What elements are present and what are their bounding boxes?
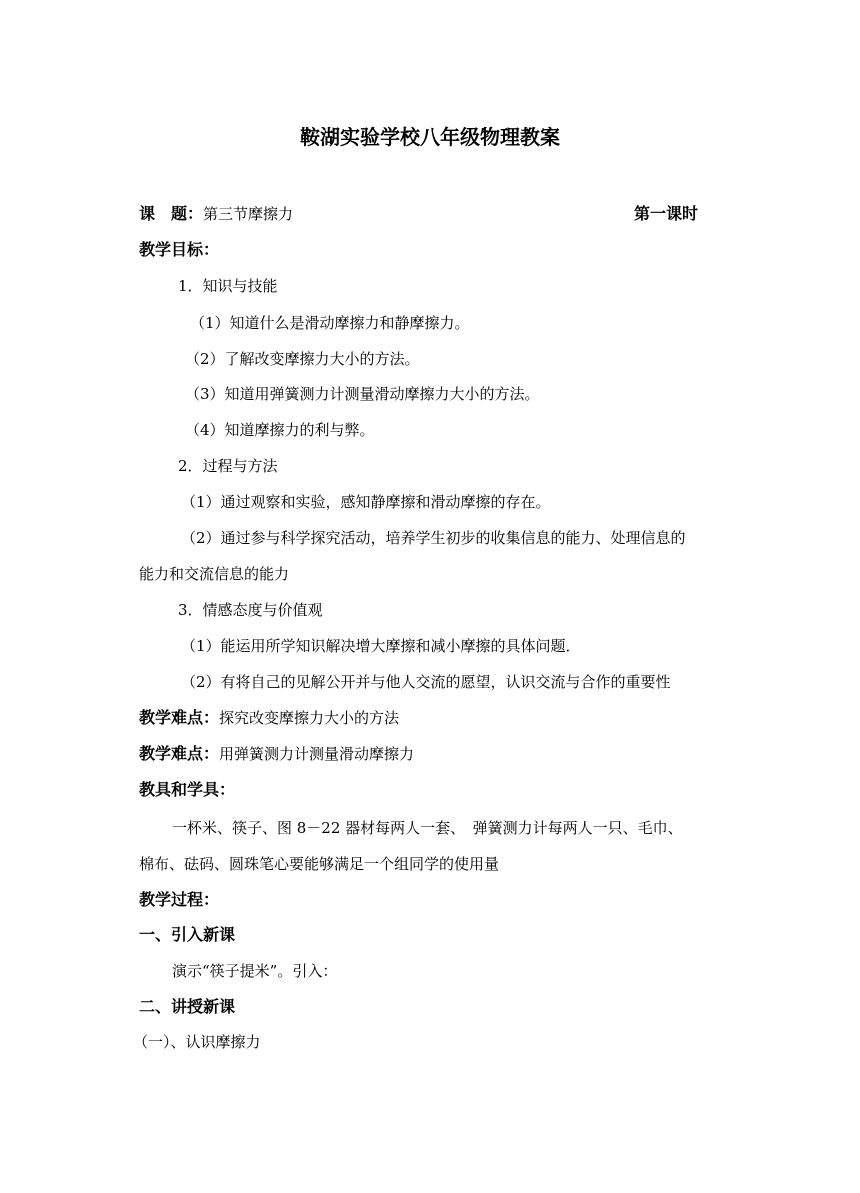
topic-value: 第三节摩擦力 [203, 205, 294, 223]
section-title: 二、讲授新课 [139, 997, 236, 1016]
knowledge-item: （1）知道什么是滑动摩擦力和静摩擦力。 [190, 314, 470, 332]
process-item-continued: 能力和交流信息的能力 [139, 565, 290, 583]
process-item: （2）通过参与科学探究活动，培养学生初步的收集信息的能力、处理信息的 [181, 529, 686, 547]
difficulty-label: 教学难点： [139, 708, 220, 727]
knowledge-title: 1．知识与技能 [178, 277, 278, 295]
tools-line: 棉布、砝码、圆珠笔心要能够满足一个组同学的使用量 [139, 855, 500, 873]
page-title: 鞍湖实验学校八年级物理教案 [300, 125, 560, 149]
knowledge-item: （2）了解改变摩擦力大小的方法。 [185, 350, 420, 368]
process-item: （1）通过观察和实验，感知静摩擦和滑动摩擦的存在。 [181, 493, 551, 511]
difficulty-value: 用弹簧测力计测量滑动摩擦力 [219, 745, 415, 763]
topic-label: 课 题： [139, 204, 204, 223]
difficulty-row [139, 744, 414, 764]
difficulty-label: 教学难点： [139, 744, 220, 763]
topic-row [139, 204, 293, 224]
knowledge-item: （4）知道摩擦力的利与弊。 [185, 421, 375, 439]
process-title: 2．过程与方法 [178, 457, 278, 475]
section-title: 一、引入新课 [139, 925, 236, 944]
attitude-title: 3．情感态度与价值观 [178, 601, 323, 619]
knowledge-item: （3）知道用弹簧测力计测量滑动摩擦力大小的方法。 [185, 385, 540, 403]
difficulty-row [139, 708, 399, 728]
tools-line: 一杯米、筷子、图 8－22 器材每两人一套、 弹簧测力计每两人一只、毛巾、 [172, 819, 683, 837]
tools-heading: 教具和学具： [139, 780, 236, 799]
difficulty-value: 探究改变摩擦力大小的方法 [219, 709, 400, 727]
period-label: 第一课时 [634, 204, 699, 223]
attitude-item: （1）能运用所学知识解决增大摩擦和减小摩擦的具体问题． [181, 637, 581, 655]
process-heading: 教学过程： [139, 890, 220, 909]
objectives-heading: 教学目标： [139, 240, 220, 259]
subsection-title: （一）、认识摩擦力 [133, 1033, 261, 1051]
attitude-item: （2）有将自己的见解公开并与他人交流的愿望，认识交流与合作的重要性 [181, 673, 671, 691]
section-text: 演示“筷子提米”。引入： [172, 962, 338, 980]
